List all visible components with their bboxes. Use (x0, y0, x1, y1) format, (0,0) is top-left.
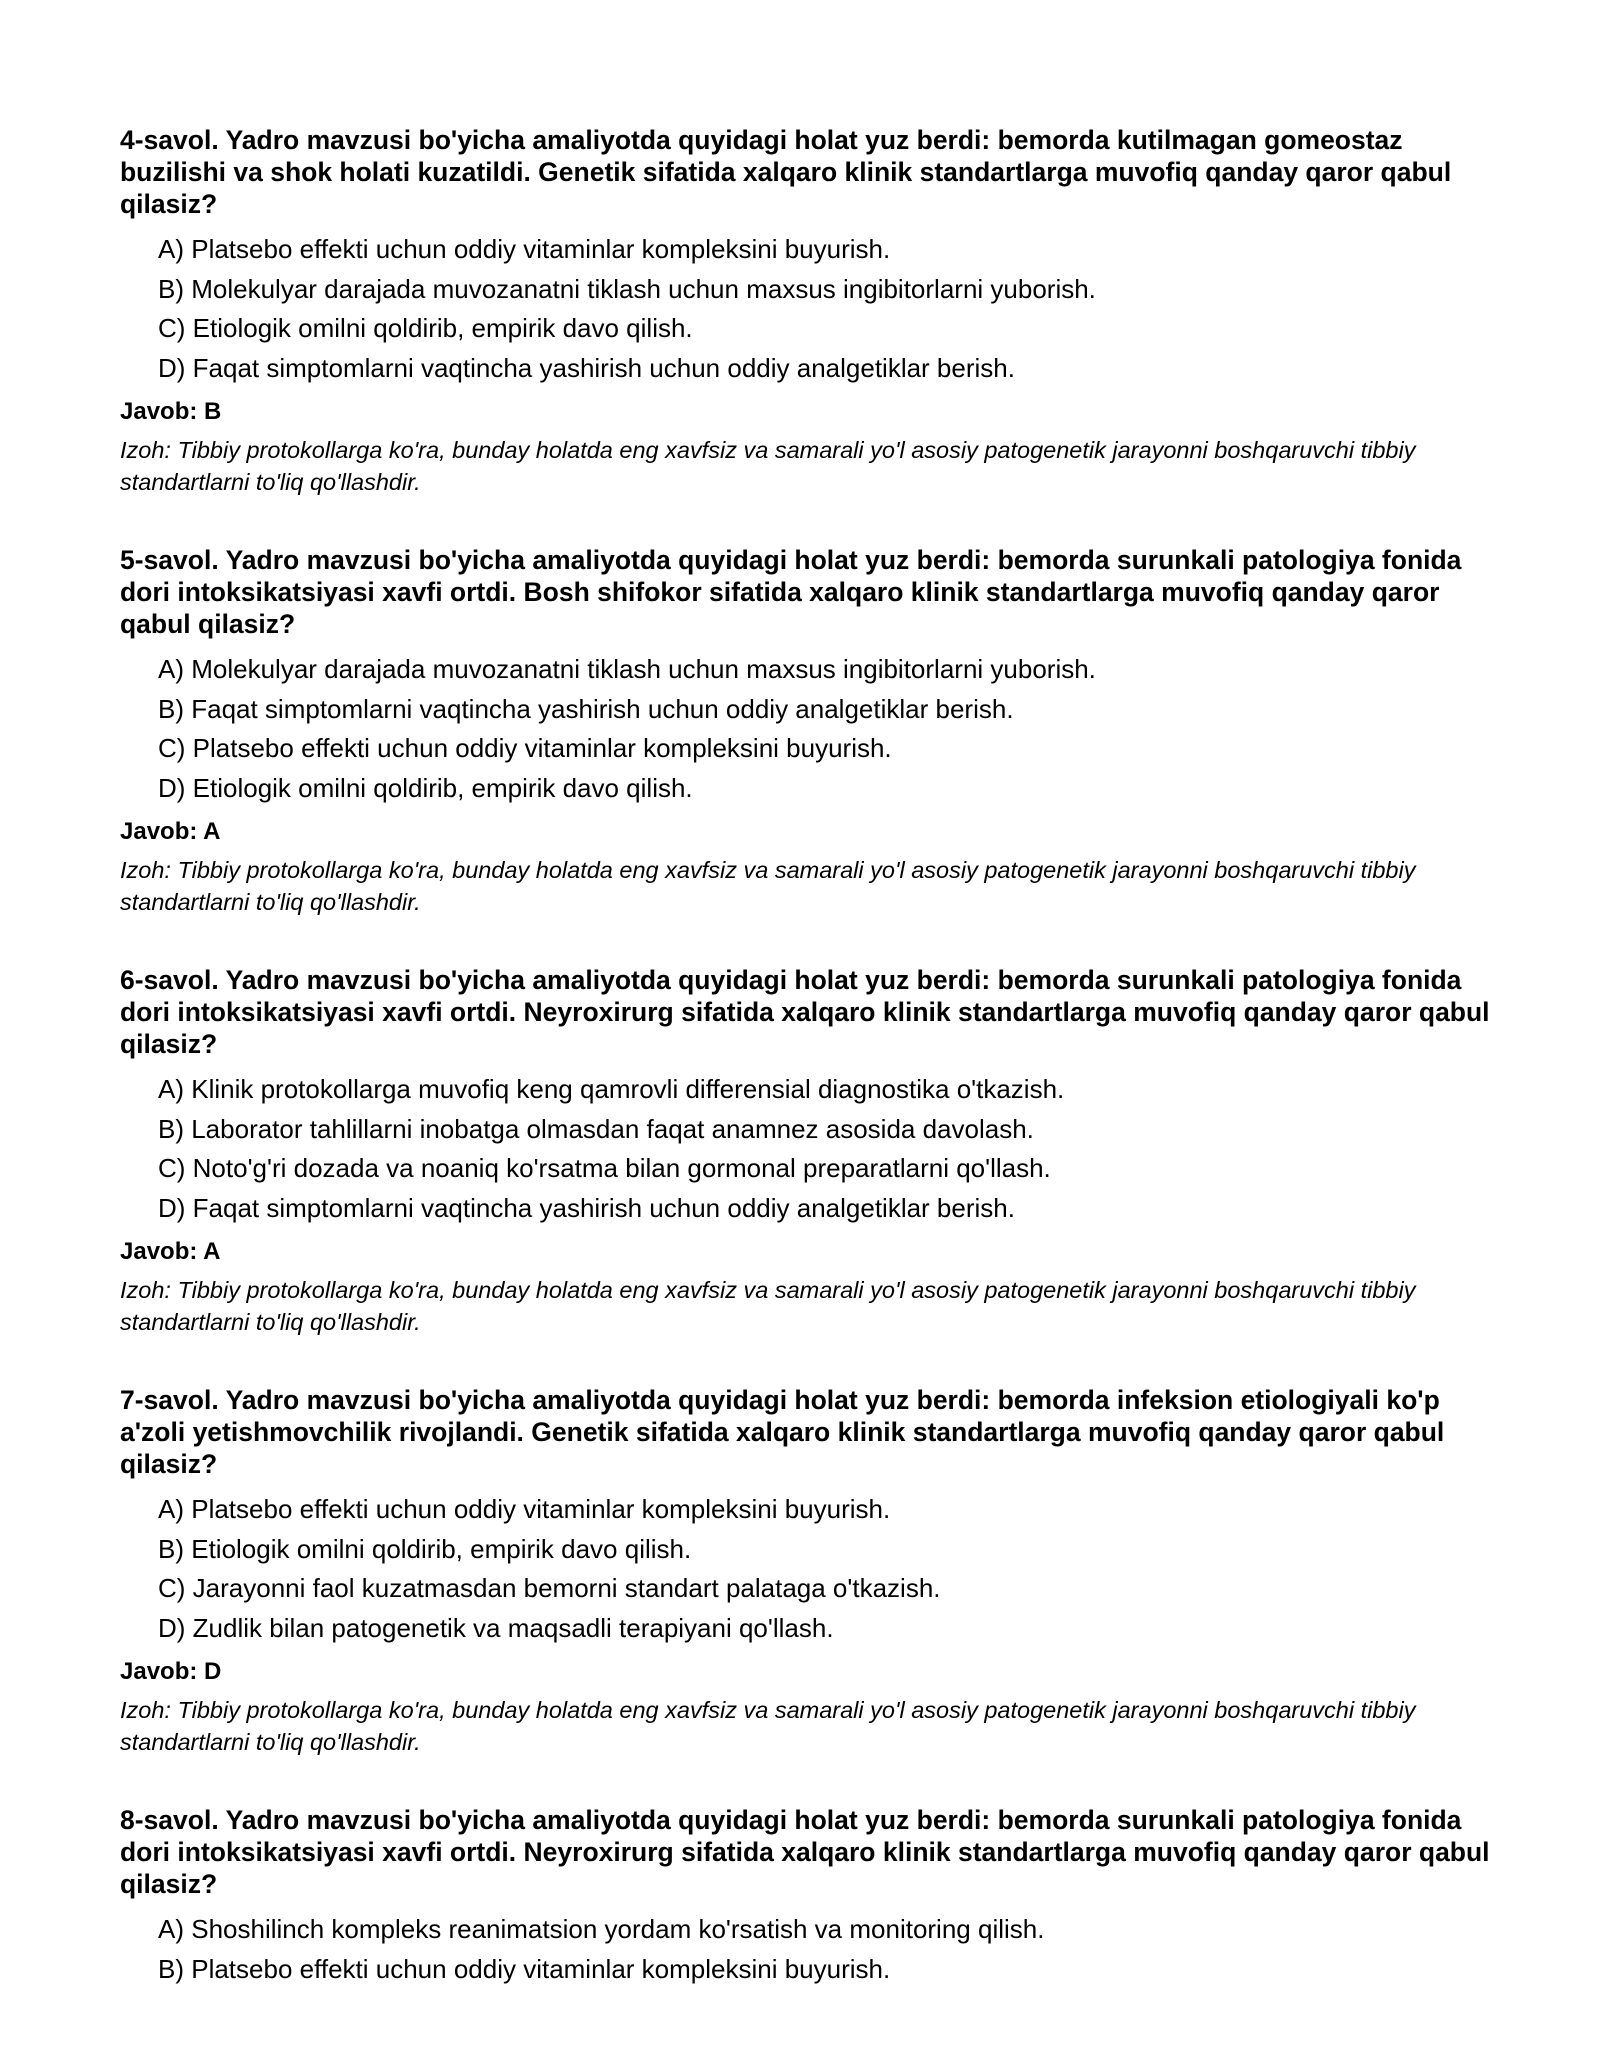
question-title: 8-savol. Yadro mavzusi bo'yicha amaliyotda quyidagi holat yuz berdi: bemorda surunkali patologiya fonida dori intoksikatsiyasi xavfi ortdi. Neyroxirurg sifatida xalqaro klinik standartlarga muvofiq qanday qaror qabul qilasiz? (120, 1805, 1490, 1899)
document-page (120, 124, 1500, 2035)
option-d: D) Faqat simptomlarni vaqtincha yashirish uchun oddiy analgetiklar berish. (158, 352, 1015, 383)
options-list (120, 650, 1500, 808)
question-title: 7-savol. Yadro mavzusi bo'yicha amaliyotda quyidagi holat yuz berdi: bemorda infeksion etiologiyali ko'p a'zoli yetishmovchilik rivojlandi. Genetik sifatida xalqaro klinik standartlarga muvofiq qanday qaror qabul qilasiz? (120, 1385, 1445, 1479)
options-list (120, 1070, 1500, 1228)
option-c: C) Jarayonni faol kuzatmasdan bemorni standart palataga o'tkazish. (158, 1573, 941, 1603)
option-c: C) Noto'g'ri dozada va noaniq ko'rsatma bilan gormonal preparatlarni qo'llash. (158, 1153, 1051, 1183)
question-title: 6-savol. Yadro mavzusi bo'yicha amaliyotda quyidagi holat yuz berdi: bemorda surunkali patologiya fonida dori intoksikatsiyasi xavfi ortdi. Neyroxirurg sifatida xalqaro klinik standartlarga muvofiq qanday qaror qabul qilasiz? (120, 965, 1490, 1059)
options-list (120, 1490, 1500, 1648)
option-a: A) Platsebo effekti uchun oddiy vitaminlar kompleksini buyurish. (158, 1494, 891, 1524)
option-b: B) Laborator tahlillarni inobatga olmasdan faqat anamnez asosida davolash. (158, 1113, 1034, 1144)
answer-label: Javob: A (120, 1238, 221, 1265)
question-block (120, 124, 1500, 498)
question-title: 4-savol. Yadro mavzusi bo'yicha amaliyotda quyidagi holat yuz berdi: bemorda kutilmagan gomeostaz buzilishi va shok holati kuzatildi. Genetik sifatida xalqaro klinik standartlarga muvofiq qanday qaror qabul qilasiz? (120, 125, 1452, 219)
option-a: A) Platsebo effekti uchun oddiy vitaminlar kompleksini buyurish. (158, 234, 891, 264)
answer-label: Javob: D (120, 1658, 222, 1685)
question-block (120, 544, 1500, 918)
question-block (120, 1384, 1500, 1758)
option-b: B) Etiologik omilni qoldirib, empirik davo qilish. (158, 1533, 692, 1564)
option-a: A) Shoshilinch kompleks reanimatsion yordam ko'rsatish va monitoring qilish. (158, 1914, 1045, 1944)
question-block (120, 964, 1500, 1338)
explanation-note: Izoh: Tibbiy protokollarga ko'ra, bunday holatda eng xavfsiz va samarali yo'l asosiy patogenetik jarayonni boshqaruvchi tibbiy standartlarni to'liq qo'llashdir. (120, 1697, 1416, 1755)
explanation-note: Izoh: Tibbiy protokollarga ko'ra, bunday holatda eng xavfsiz va samarali yo'l asosiy patogenetik jarayonni boshqaruvchi tibbiy standartlarni to'liq qo'llashdir. (120, 437, 1416, 495)
answer-label: Javob: B (120, 398, 222, 425)
option-d: D) Faqat simptomlarni vaqtincha yashirish uchun oddiy analgetiklar berish. (158, 1192, 1015, 1223)
option-d: D) Zudlik bilan patogenetik va maqsadli terapiyani qo'llash. (158, 1612, 834, 1643)
option-a: A) Klinik protokollarga muvofiq keng qamrovli differensial diagnostika o'tkazish. (158, 1074, 1065, 1104)
answer-label: Javob: A (120, 818, 221, 845)
options-list (120, 1910, 1500, 1989)
option-d: D) Etiologik omilni qoldirib, empirik davo qilish. (158, 772, 693, 803)
option-b: B) Faqat simptomlarni vaqtincha yashirish uchun oddiy analgetiklar berish. (158, 693, 1014, 724)
question-title: 5-savol. Yadro mavzusi bo'yicha amaliyotda quyidagi holat yuz berdi: bemorda surunkali patologiya fonida dori intoksikatsiyasi xavfi ortdi. Bosh shifokor sifatida xalqaro klinik standartlarga muvofiq qanday qaror qabul qilasiz? (120, 545, 1462, 639)
explanation-note: Izoh: Tibbiy protokollarga ko'ra, bunday holatda eng xavfsiz va samarali yo'l asosiy patogenetik jarayonni boshqaruvchi tibbiy standartlarni to'liq qo'llashdir. (120, 857, 1416, 915)
options-list (120, 230, 1500, 388)
option-a: A) Molekulyar darajada muvozanatni tiklash uchun maxsus ingibitorlarni yuborish. (158, 654, 1096, 684)
option-c: C) Etiologik omilni qoldirib, empirik davo qilish. (158, 313, 693, 343)
question-block (120, 1804, 1500, 1989)
option-c: C) Platsebo effekti uchun oddiy vitaminlar kompleksini buyurish. (158, 733, 892, 763)
option-b: B) Molekulyar darajada muvozanatni tiklash uchun maxsus ingibitorlarni yuborish. (158, 273, 1096, 304)
option-b: B) Platsebo effekti uchun oddiy vitaminlar kompleksini buyurish. (158, 1953, 891, 1984)
explanation-note: Izoh: Tibbiy protokollarga ko'ra, bunday holatda eng xavfsiz va samarali yo'l asosiy patogenetik jarayonni boshqaruvchi tibbiy standartlarni to'liq qo'llashdir. (120, 1277, 1416, 1335)
